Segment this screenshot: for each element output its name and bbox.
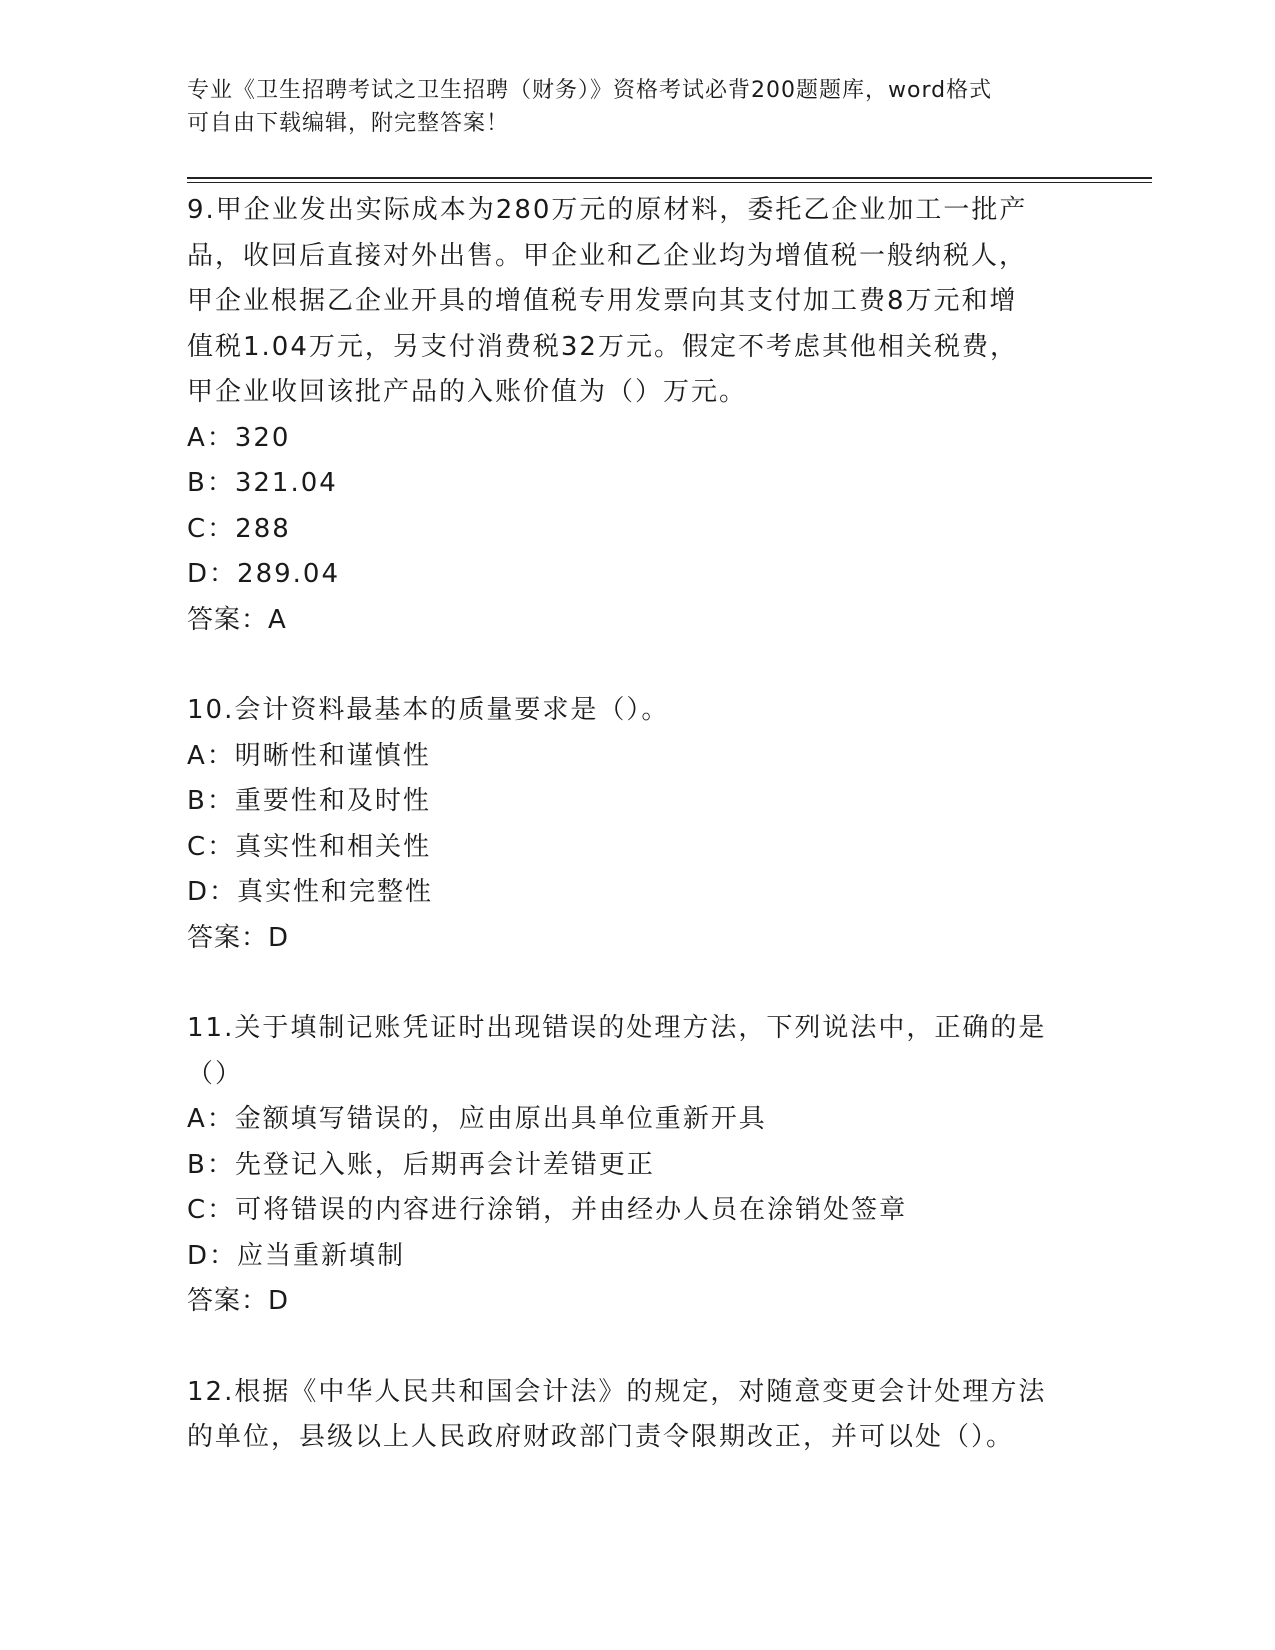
question-block	[187, 188, 1087, 643]
option-c: C：288	[187, 513, 291, 544]
question-list	[187, 188, 1087, 1461]
option-a: A：金额填写错误的，应由原出具单位重新开具	[187, 1104, 767, 1134]
question-text: 11.关于填制记账凭证时出现错误的处理方法，下列说法中，正确的是	[187, 1013, 1047, 1043]
option-b: B：321.04	[187, 468, 338, 498]
option-b: B：重要性和及时性	[187, 786, 431, 816]
option-d: D：289.04	[187, 559, 340, 589]
question-text: 9.甲企业发出实际成本为280万元的原材料，委托乙企业加工一批产	[187, 195, 1028, 225]
answer-line: 答案：A	[187, 604, 287, 635]
answer-line: 答案：D	[187, 922, 290, 953]
header-line: 可自由下载编辑，附完整答案！	[187, 111, 510, 136]
question-block	[187, 1006, 1087, 1325]
question-text: 值税1.04万元，另支付消费税32万元。假定不考虑其他相关税费，	[187, 331, 1018, 362]
question-block	[187, 688, 1087, 961]
question-text: 品，收回后直接对外出售。甲企业和乙企业均为增值税一般纳税人，	[187, 240, 1028, 271]
document-header	[187, 74, 1087, 140]
option-d: D：应当重新填制	[187, 1240, 406, 1271]
answer-line: 答案：D	[187, 1286, 290, 1316]
question-text: 12.根据《中华人民共和国会计法》的规定，对随意变更会计处理方法	[187, 1376, 1047, 1407]
question-text: 的单位，县级以上人民政府财政部门责令限期改正，并可以处（）。	[187, 1422, 1015, 1452]
option-c: C：可将错误的内容进行涂销，并由经办人员在涂销处签章	[187, 1195, 908, 1225]
header-line: 专业《卫生招聘考试之卫生招聘（财务）》资格考试必背200题题库，word格式	[187, 78, 993, 103]
option-c: C：真实性和相关性	[187, 831, 432, 862]
option-d: D：真实性和完整性	[187, 877, 434, 907]
question-text: 甲企业收回该批产品的入账价值为（）万元。	[187, 377, 748, 407]
header-divider	[187, 177, 1152, 179]
option-a: A：320	[187, 422, 291, 453]
question-text: （）	[187, 1058, 244, 1089]
option-a: A：明晰性和谨慎性	[187, 740, 431, 771]
option-b: B：先登记入账，后期再会计差错更正	[187, 1149, 655, 1180]
question-block	[187, 1370, 1087, 1461]
question-text: 甲企业根据乙企业开具的增值税专用发票向其支付加工费8万元和增	[187, 286, 1018, 316]
question-text: 10.会计资料最基本的质量要求是（）。	[187, 695, 670, 725]
header-divider	[187, 182, 1152, 183]
